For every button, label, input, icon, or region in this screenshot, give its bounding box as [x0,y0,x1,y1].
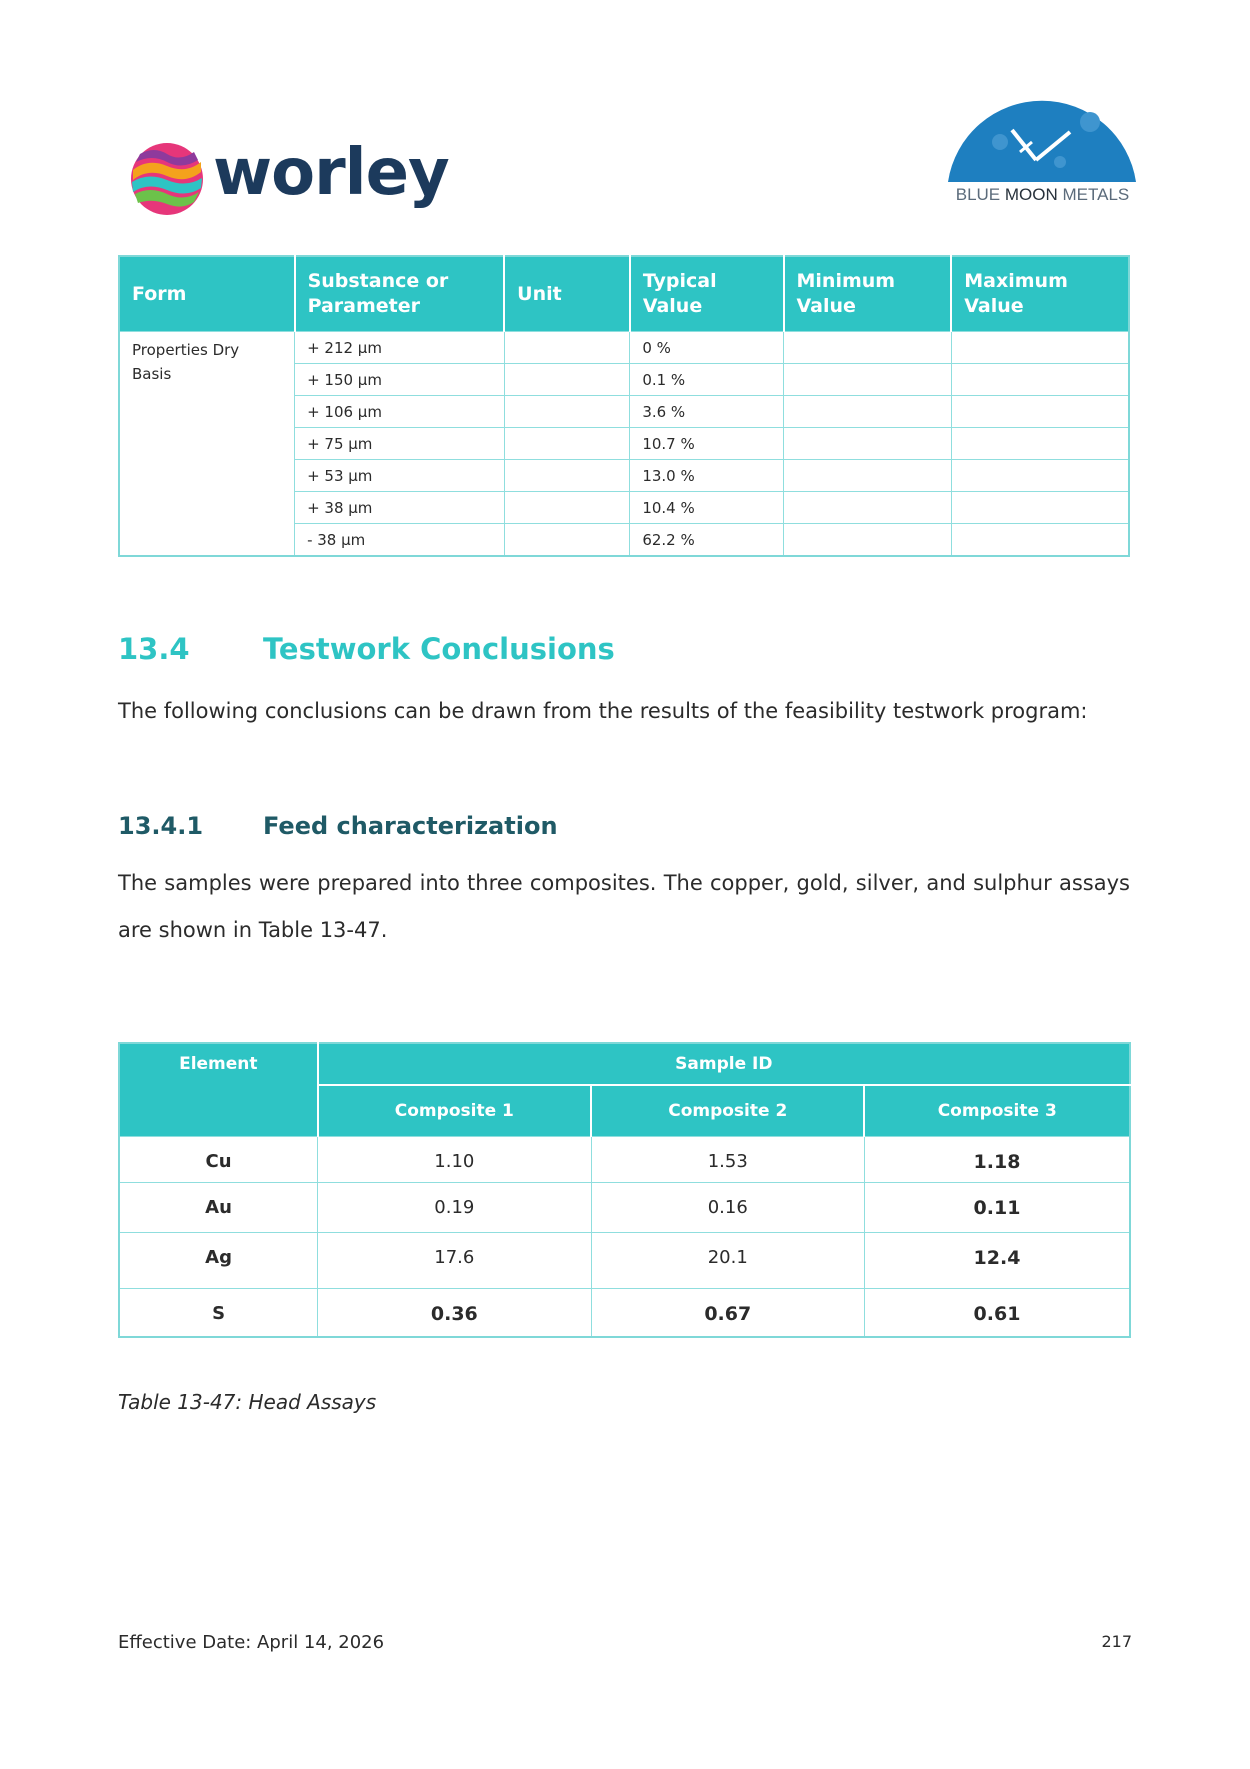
parameter-cell: + 75 µm [295,428,505,460]
blue-moon-metals-logo [940,82,1145,212]
max-cell [951,332,1129,364]
header-composite-1: Composite 1 [318,1085,591,1137]
header-parameter: Substance or Parameter [295,256,505,332]
header-composite-3: Composite 3 [937,1101,1057,1121]
properties-table [118,255,1130,557]
section-heading [118,632,615,666]
element-cell: Cu [119,1137,318,1183]
unit-cell [504,428,630,460]
value-cell: 0.11 [864,1183,1130,1233]
typical-cell: 3.6 % [630,396,784,428]
max-cell [951,364,1129,396]
value-cell: 0.19 [318,1183,591,1233]
element-cell: Au [119,1183,318,1233]
form-cell: Properties Dry Basis [119,332,295,557]
min-cell [784,524,952,557]
max-cell [951,524,1129,557]
max-cell [951,492,1129,524]
unit-cell [504,460,630,492]
value-cell: 1.53 [591,1137,864,1183]
max-cell [951,460,1129,492]
logo-text-metals: METALS [1057,185,1130,204]
element-cell: Ag [119,1233,318,1289]
typical-cell: 62.2 % [630,524,784,557]
section-title: Testwork Conclusions [263,632,615,666]
min-cell [784,332,952,364]
min-cell [784,364,952,396]
table-caption: Table 13-47: Head Assays [118,1390,377,1414]
header-minimum: Minimum Value [784,256,952,332]
min-cell [784,428,952,460]
typical-cell: 0 % [630,332,784,364]
table-row [119,1137,1130,1183]
header-unit: Unit [504,256,630,332]
min-cell [784,492,952,524]
logo-text-moon: MOON [1004,185,1058,204]
moon-icon [940,82,1145,184]
unit-cell [504,332,630,364]
subsection-number: 13.4.1 [118,812,204,840]
section-number: 13.4 [118,632,190,666]
table-row [119,1183,1130,1233]
header-form: Form [119,256,295,332]
footer-page-number: 217 [1101,1632,1132,1651]
parameter-cell: + 212 µm [295,332,505,364]
worley-logo [128,136,468,224]
value-cell: 1.18 [864,1137,1130,1183]
table-row [119,332,1129,364]
max-cell [951,396,1129,428]
parameter-cell: + 106 µm [295,396,505,428]
header-sample-id: Sample ID [318,1043,1130,1085]
subsection-title: Feed characterization [263,812,558,840]
footer-effective-date: Effective Date: April 14, 2026 [118,1632,385,1653]
unit-cell [504,364,630,396]
value-cell: 20.1 [591,1233,864,1289]
unit-cell [504,492,630,524]
max-cell [951,428,1129,460]
logo-text-blue: BLUE [955,185,1005,204]
worley-wordmark: worley [213,136,449,210]
worley-swirl-icon [128,140,206,218]
value-cell: 12.4 [864,1233,1130,1289]
parameter-cell: - 38 µm [295,524,505,557]
header-typical: Typical Value [630,256,784,332]
value-cell: 0.16 [591,1183,864,1233]
table-row [119,1289,1130,1337]
min-cell [784,396,952,428]
typical-cell: 10.4 % [630,492,784,524]
parameter-cell: + 38 µm [295,492,505,524]
header-composite-2: Composite 2 [591,1085,864,1137]
value-cell: 0.67 [591,1289,864,1337]
value-cell: 1.10 [318,1137,591,1183]
min-cell [784,460,952,492]
parameter-cell: + 53 µm [295,460,505,492]
typical-cell: 0.1 % [630,364,784,396]
element-cell: S [119,1289,318,1337]
value-cell: 0.61 [864,1289,1130,1337]
header-maximum: Maximum Value [964,270,1068,317]
value-cell: 17.6 [318,1233,591,1289]
head-assays-table [118,1042,1131,1338]
typical-cell: 10.7 % [630,428,784,460]
table-header-row [119,256,1129,332]
value-cell: 0.36 [318,1289,591,1337]
feed-paragraph: The samples were prepared into three composites. The copper, gold, silver, and sulphur assays are shown in Table 13-47. [118,871,1130,942]
table-row [119,1233,1130,1289]
table-header-row [119,1043,1130,1085]
header-element: Element [119,1043,318,1137]
subsection-heading [118,812,558,840]
typical-cell: 13.0 % [630,460,784,492]
blue-moon-metals-wordmark [940,185,1145,205]
intro-paragraph: The following conclusions can be drawn from the results of the feasibility testwork program: [118,699,1088,723]
unit-cell [504,524,630,557]
unit-cell [504,396,630,428]
parameter-cell: + 150 µm [295,364,505,396]
